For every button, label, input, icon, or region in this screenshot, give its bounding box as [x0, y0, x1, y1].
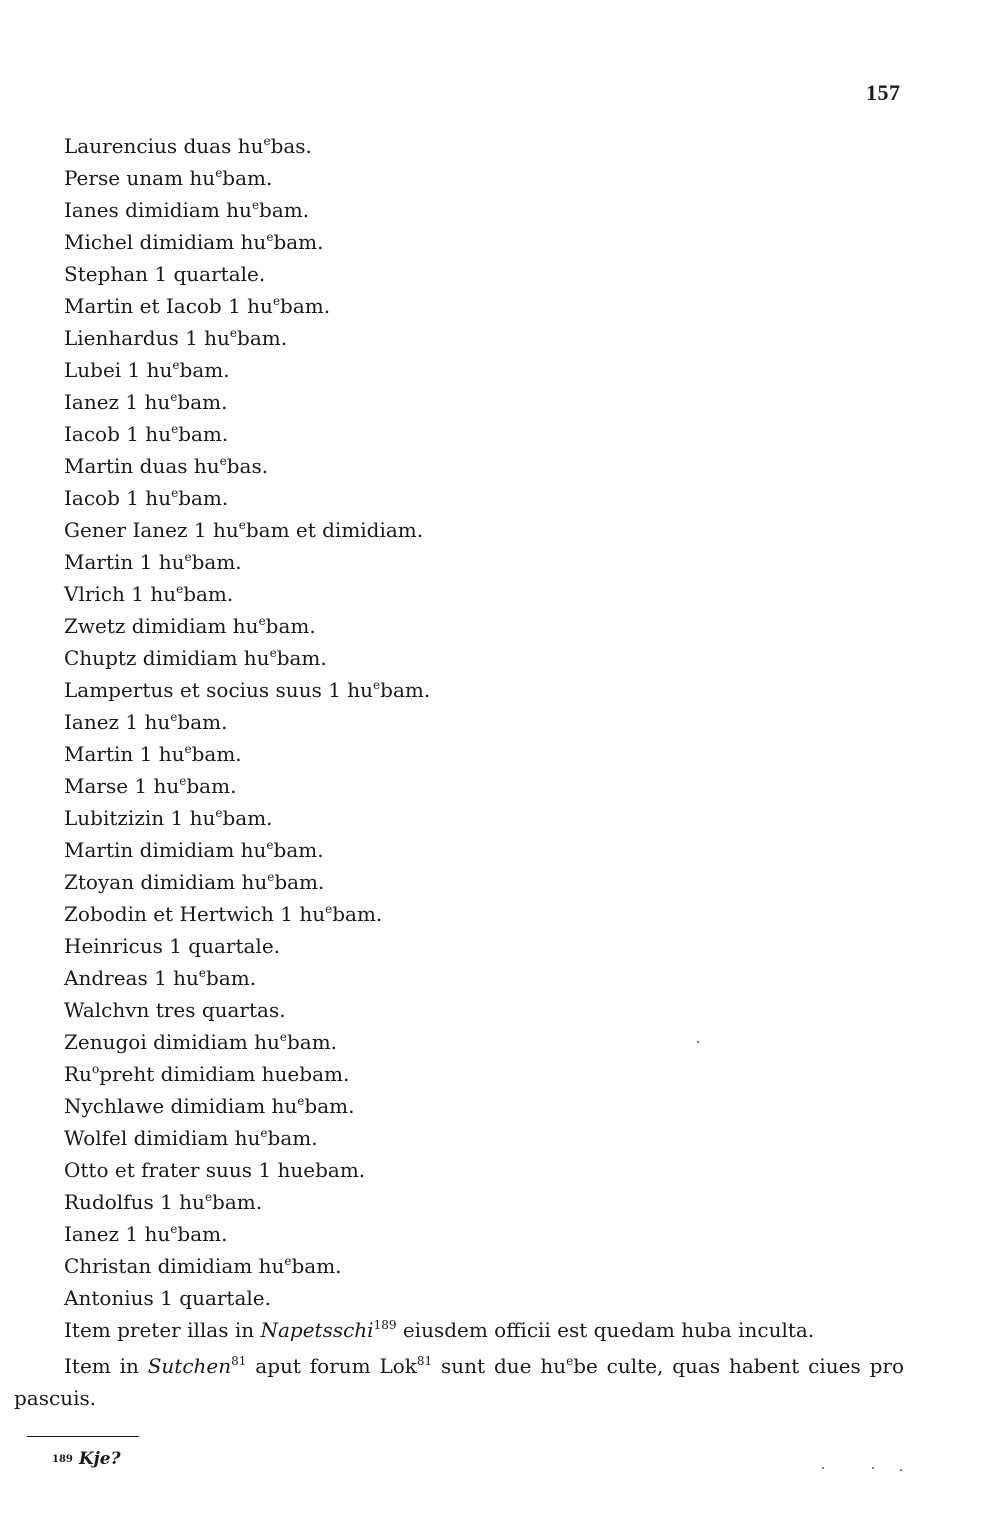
- entry-text: Stephan 1 quartale.: [64, 262, 266, 286]
- list-item: [64, 1058, 904, 1090]
- list-item: [64, 1186, 904, 1218]
- entry-text: Ianes dimidiam hu: [64, 198, 252, 222]
- scan-speck: [697, 1041, 699, 1043]
- entry-text-rest: preht dimidiam huebam.: [99, 1062, 350, 1086]
- entry-text-rest: bam.: [186, 774, 237, 798]
- list-item: [64, 866, 904, 898]
- entry-text-rest: bam.: [183, 582, 234, 606]
- superscript-letter: e: [267, 870, 275, 884]
- list-item: [64, 962, 904, 994]
- entry-text-rest: bam.: [304, 1094, 355, 1118]
- superscript-letter: e: [172, 358, 180, 372]
- entry-text-rest: bam.: [273, 230, 324, 254]
- entry-text: Chuptz dimidiam hu: [64, 646, 270, 670]
- text: Item in: [64, 1354, 148, 1378]
- superscript-letter: e: [297, 1094, 305, 1108]
- superscript-letter: e: [176, 582, 184, 596]
- list-item: [64, 482, 904, 514]
- entry-text: Walchvn tres quartas.: [64, 998, 286, 1022]
- paragraph-napetsschi: [64, 1314, 904, 1346]
- paragraph-sutchen: [14, 1350, 904, 1414]
- entry-text-rest: bam.: [280, 294, 331, 318]
- entry-text: Laurencius duas hu: [64, 134, 264, 158]
- list-item: [64, 162, 904, 194]
- entry-text: Zwetz dimidiam hu: [64, 614, 259, 638]
- superscript-letter: e: [251, 198, 260, 212]
- entry-text-rest: bam.: [259, 198, 310, 222]
- entry-text-rest: bam et dimidiam.: [245, 518, 424, 542]
- entry-text-rest: bam.: [177, 390, 228, 414]
- entry-text-rest: bam.: [273, 838, 324, 862]
- list-item: [64, 386, 904, 418]
- entry-text-rest: bam.: [178, 486, 229, 510]
- superscript-letter: e: [229, 326, 238, 340]
- entry-text: Nychlawe dimidiam hu: [64, 1094, 298, 1118]
- list-item: [64, 898, 904, 930]
- list-item: [64, 642, 904, 674]
- place-name: Sutchen: [147, 1354, 232, 1378]
- entry-text: Martin 1 hu: [64, 550, 185, 574]
- text: aput forum Lok: [246, 1354, 417, 1378]
- entry-text-rest: bam.: [237, 326, 288, 350]
- list-item: [64, 1250, 904, 1282]
- entry-text-rest: bam.: [177, 1222, 228, 1246]
- entry-list: [64, 130, 904, 1314]
- entry-text: Rudolfus 1 hu: [64, 1190, 205, 1214]
- list-item: [64, 354, 904, 386]
- entry-text: Ianez 1 hu: [64, 390, 171, 414]
- list-item: [64, 514, 904, 546]
- entry-text: Martin duas hu: [64, 454, 220, 478]
- list-item: [64, 1282, 904, 1314]
- entry-text-rest: bam.: [177, 710, 228, 734]
- list-item: [64, 130, 904, 162]
- list-item: [64, 322, 904, 354]
- entry-text-rest: bam.: [276, 646, 327, 670]
- superscript-letter: e: [215, 166, 223, 180]
- entry-text: Lubei 1 hu: [64, 358, 173, 382]
- superscript-letter: e: [325, 902, 333, 916]
- entry-text: Ianez 1 hu: [64, 1222, 171, 1246]
- entry-text: Ianez 1 hu: [64, 710, 171, 734]
- list-item: [64, 674, 904, 706]
- superscript-letter: e: [269, 646, 277, 660]
- entry-text-rest: bam.: [286, 1030, 338, 1054]
- superscript-letter: e: [266, 230, 274, 244]
- list-item: [64, 1090, 904, 1122]
- list-item: [64, 578, 904, 610]
- list-item: [64, 226, 904, 258]
- entry-text: Marse 1 hu: [64, 774, 180, 798]
- superscript-letter: e: [272, 294, 281, 308]
- superscript-letter: e: [238, 518, 246, 532]
- superscript-letter: e: [184, 742, 192, 756]
- list-item: [64, 450, 904, 482]
- entry-text: Lampertus et socius suus 1 hu: [64, 678, 374, 702]
- entry-text: Lubitzizin 1 hu: [64, 806, 216, 830]
- superscript-letter: e: [566, 1354, 574, 1368]
- entry-text: Zenugoi dimidiam hu: [64, 1030, 280, 1054]
- entry-text: Heinricus 1 quartale.: [64, 934, 281, 958]
- superscript-letter: e: [198, 966, 207, 980]
- entry-text-rest: bam.: [267, 1126, 318, 1150]
- footnote-ref: 189: [373, 1318, 397, 1332]
- superscript-letter: e: [170, 1222, 178, 1236]
- entry-text-rest: bas.: [226, 454, 269, 478]
- footnote-divider: [27, 1436, 139, 1437]
- scan-speck: [822, 1467, 824, 1469]
- superscript-letter: o: [91, 1062, 100, 1076]
- entry-text: Zobodin et Hertwich 1 hu: [64, 902, 326, 926]
- text: eiusdem officii est quedam huba inculta.: [396, 1318, 815, 1342]
- entry-text-rest: bam.: [206, 966, 257, 990]
- entry-text: Michel dimidiam hu: [64, 230, 267, 254]
- entry-text-rest: bas.: [270, 134, 312, 158]
- scan-speck: [872, 1467, 874, 1469]
- superscript-letter: e: [170, 710, 178, 724]
- entry-text: Martin dimidiam hu: [64, 838, 267, 862]
- superscript-letter: e: [279, 1030, 287, 1044]
- entry-text-rest: bam.: [178, 422, 229, 446]
- entry-text: Otto et frater suus 1 huebam.: [64, 1158, 366, 1182]
- entry-text: Lienhardus 1 hu: [64, 326, 230, 350]
- footnote-ref: 81: [416, 1354, 433, 1368]
- superscript-letter: e: [171, 422, 179, 436]
- text: Item preter illas in: [64, 1318, 261, 1342]
- entry-text-rest: bam.: [222, 166, 273, 190]
- entry-text-rest: bam.: [380, 678, 431, 702]
- entry-text-rest: bam.: [212, 1190, 263, 1214]
- entry-text-rest: bam.: [222, 806, 273, 830]
- entry-text: Ztoyan dimidiam hu: [64, 870, 268, 894]
- entry-text: Martin et Iacob 1 hu: [64, 294, 273, 318]
- entry-text-rest: bam.: [191, 742, 242, 766]
- scan-speck: [900, 1469, 902, 1471]
- list-item: [64, 290, 904, 322]
- list-item: [64, 418, 904, 450]
- page-number: 157: [866, 80, 901, 105]
- footnote-ref: 81: [231, 1354, 247, 1368]
- superscript-letter: e: [284, 1254, 292, 1268]
- entry-text: Antonius 1 quartale.: [64, 1286, 271, 1310]
- superscript-letter: e: [260, 1126, 268, 1140]
- entry-text: Perse unam hu: [64, 166, 216, 190]
- text: sunt due hu: [432, 1354, 567, 1378]
- superscript-letter: e: [258, 614, 266, 628]
- entry-text-rest: bam.: [291, 1254, 342, 1278]
- list-item: [64, 1218, 904, 1250]
- footnote-number: 189: [52, 1454, 73, 1465]
- footnote-text: Kje?: [78, 1449, 121, 1469]
- entry-text: Christan dimidiam hu: [64, 1254, 285, 1278]
- list-item: [64, 258, 904, 290]
- list-item: [64, 994, 904, 1026]
- superscript-letter: e: [263, 134, 271, 148]
- place-name: Napetsschi: [260, 1318, 374, 1342]
- superscript-letter: e: [170, 390, 178, 404]
- list-item: [64, 834, 904, 866]
- entry-text-rest: bam.: [265, 614, 316, 638]
- entry-text: Andreas 1 hu: [64, 966, 199, 990]
- entry-text: Iacob 1 hu: [64, 486, 172, 510]
- entry-text: Gener Ianez 1 hu: [64, 518, 239, 542]
- superscript-letter: e: [215, 806, 223, 820]
- superscript-letter: e: [373, 678, 381, 692]
- entry-text: Wolfel dimidiam hu: [64, 1126, 261, 1150]
- text: be culte, quas habent ciues pro pascuis.: [14, 1354, 904, 1410]
- list-item: [64, 546, 904, 578]
- list-item: [64, 194, 904, 226]
- superscript-letter: e: [204, 1190, 213, 1204]
- entry-text-rest: bam.: [274, 870, 325, 894]
- entry-text-rest: bam.: [179, 358, 230, 382]
- entry-text: Iacob 1 hu: [64, 422, 172, 446]
- footnote: [52, 1449, 121, 1469]
- list-item: [64, 802, 904, 834]
- list-item: [64, 770, 904, 802]
- list-item: [64, 738, 904, 770]
- entry-text: Vlrich 1 hu: [64, 582, 177, 606]
- list-item: [64, 706, 904, 738]
- entry-text: Martin 1 hu: [64, 742, 185, 766]
- entry-text-rest: bam.: [191, 550, 242, 574]
- superscript-letter: e: [266, 838, 274, 852]
- list-item: [64, 1026, 904, 1058]
- superscript-letter: e: [184, 550, 192, 564]
- superscript-letter: e: [219, 454, 227, 468]
- entry-text-rest: bam.: [332, 902, 383, 926]
- superscript-letter: e: [179, 774, 187, 788]
- list-item: [64, 610, 904, 642]
- list-item: [64, 930, 904, 962]
- list-item: [64, 1122, 904, 1154]
- superscript-letter: e: [171, 486, 179, 500]
- list-item: [64, 1154, 904, 1186]
- entry-text: Ru: [64, 1062, 92, 1086]
